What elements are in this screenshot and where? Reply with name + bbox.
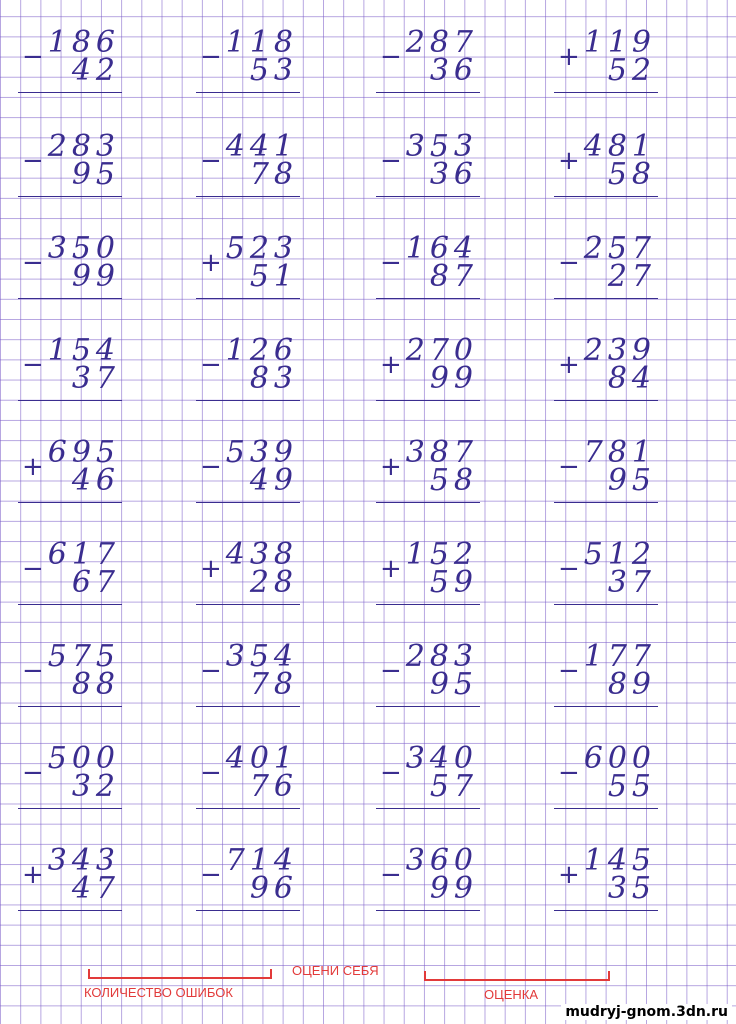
- answer-line: [376, 502, 480, 503]
- minus-sign: −: [22, 146, 44, 176]
- minus-sign: −: [200, 758, 222, 788]
- problem: [18, 435, 122, 504]
- problem: [196, 25, 300, 94]
- answer-line: [554, 298, 658, 299]
- minus-sign: −: [22, 248, 44, 278]
- problem: [18, 741, 122, 810]
- problem: [196, 333, 300, 402]
- second-operand: 32: [71, 769, 120, 804]
- minus-sign: −: [380, 146, 402, 176]
- first-operand: 441: [225, 129, 298, 164]
- second-operand: 76: [249, 769, 298, 804]
- answer-line: [196, 502, 300, 503]
- second-operand: 87: [429, 259, 478, 294]
- problem: [554, 25, 658, 94]
- minus-sign: −: [380, 42, 402, 72]
- first-operand: 340: [405, 741, 478, 776]
- grade-label: ОЦЕНКА: [484, 987, 539, 1002]
- first-operand: 481: [583, 129, 656, 164]
- first-operand: 781: [583, 435, 656, 470]
- first-operand: 575: [47, 639, 120, 674]
- answer-line: [196, 706, 300, 707]
- problem: [376, 231, 480, 300]
- answer-line: [376, 92, 480, 93]
- first-operand: 617: [47, 537, 120, 572]
- minus-sign: −: [22, 758, 44, 788]
- second-operand: 88: [71, 667, 120, 702]
- first-operand: 353: [405, 129, 478, 164]
- problem: [196, 639, 300, 708]
- first-operand: 177: [583, 639, 656, 674]
- grade-bracket: [424, 971, 610, 981]
- second-operand: 78: [249, 667, 298, 702]
- first-operand: 118: [225, 25, 298, 60]
- plus-sign: +: [558, 350, 580, 380]
- problem: [554, 843, 658, 912]
- problem: [554, 129, 658, 198]
- answer-line: [18, 604, 122, 605]
- first-operand: 438: [225, 537, 298, 572]
- problem: [554, 741, 658, 810]
- problem: [18, 843, 122, 912]
- problem: [18, 129, 122, 198]
- plus-sign: +: [380, 452, 402, 482]
- second-operand: 37: [71, 361, 120, 396]
- second-operand: 36: [429, 157, 478, 192]
- answer-line: [196, 196, 300, 197]
- first-operand: 539: [225, 435, 298, 470]
- second-operand: 84: [607, 361, 656, 396]
- problem: [554, 537, 658, 606]
- answer-line: [554, 196, 658, 197]
- first-operand: 350: [47, 231, 120, 266]
- first-operand: 512: [583, 537, 656, 572]
- problem: [18, 333, 122, 402]
- second-operand: 52: [607, 53, 656, 88]
- answer-line: [18, 196, 122, 197]
- answer-line: [554, 910, 658, 911]
- problem: [376, 639, 480, 708]
- second-operand: 78: [249, 157, 298, 192]
- answer-line: [18, 706, 122, 707]
- answer-line: [376, 910, 480, 911]
- second-operand: 47: [71, 871, 120, 906]
- answer-line: [376, 604, 480, 605]
- plus-sign: +: [558, 860, 580, 890]
- second-operand: 95: [429, 667, 478, 702]
- plus-sign: +: [380, 350, 402, 380]
- first-operand: 695: [47, 435, 120, 470]
- minus-sign: −: [558, 554, 580, 584]
- minus-sign: −: [22, 656, 44, 686]
- answer-line: [376, 808, 480, 809]
- second-operand: 42: [71, 53, 120, 88]
- problem: [554, 231, 658, 300]
- watermark: mudryj-gnom.3dn.ru: [561, 1004, 732, 1020]
- first-operand: 119: [583, 25, 656, 60]
- minus-sign: −: [558, 452, 580, 482]
- second-operand: 37: [607, 565, 656, 600]
- answer-line: [196, 604, 300, 605]
- self-assess-label: ОЦЕНИ СЕБЯ: [292, 963, 379, 978]
- minus-sign: −: [200, 656, 222, 686]
- problem: [18, 25, 122, 94]
- problem: [376, 435, 480, 504]
- minus-sign: −: [22, 42, 44, 72]
- minus-sign: −: [22, 554, 44, 584]
- first-operand: 239: [583, 333, 656, 368]
- second-operand: 57: [429, 769, 478, 804]
- second-operand: 58: [607, 157, 656, 192]
- answer-line: [196, 910, 300, 911]
- first-operand: 257: [583, 231, 656, 266]
- answer-line: [196, 808, 300, 809]
- answer-line: [376, 400, 480, 401]
- second-operand: 35: [607, 871, 656, 906]
- answer-line: [18, 502, 122, 503]
- second-operand: 83: [249, 361, 298, 396]
- first-operand: 270: [405, 333, 478, 368]
- problem: [196, 537, 300, 606]
- plus-sign: +: [22, 860, 44, 890]
- answer-line: [554, 808, 658, 809]
- problem: [376, 333, 480, 402]
- minus-sign: −: [380, 860, 402, 890]
- problem: [554, 333, 658, 402]
- answer-line: [554, 604, 658, 605]
- first-operand: 354: [225, 639, 298, 674]
- answer-line: [196, 92, 300, 93]
- first-operand: 714: [225, 843, 298, 878]
- second-operand: 95: [71, 157, 120, 192]
- plus-sign: +: [22, 452, 44, 482]
- problem: [18, 639, 122, 708]
- plus-sign: +: [200, 554, 222, 584]
- answer-line: [554, 502, 658, 503]
- first-operand: 164: [405, 231, 478, 266]
- second-operand: 28: [249, 565, 298, 600]
- answer-line: [376, 196, 480, 197]
- problem: [18, 231, 122, 300]
- answer-line: [18, 400, 122, 401]
- problem: [18, 537, 122, 606]
- answer-line: [18, 92, 122, 93]
- first-operand: 287: [405, 25, 478, 60]
- plus-sign: +: [200, 248, 222, 278]
- minus-sign: −: [200, 452, 222, 482]
- second-operand: 51: [249, 259, 298, 294]
- first-operand: 343: [47, 843, 120, 878]
- second-operand: 46: [71, 463, 120, 498]
- problem: [554, 435, 658, 504]
- second-operand: 95: [607, 463, 656, 498]
- first-operand: 283: [405, 639, 478, 674]
- problem: [376, 537, 480, 606]
- minus-sign: −: [558, 758, 580, 788]
- first-operand: 500: [47, 741, 120, 776]
- minus-sign: −: [380, 248, 402, 278]
- second-operand: 36: [429, 53, 478, 88]
- second-operand: 99: [429, 871, 478, 906]
- first-operand: 186: [47, 25, 120, 60]
- first-operand: 152: [405, 537, 478, 572]
- second-operand: 27: [607, 259, 656, 294]
- problem: [376, 25, 480, 94]
- second-operand: 53: [249, 53, 298, 88]
- errors-label: КОЛИЧЕСТВО ОШИБОК: [84, 985, 233, 1000]
- second-operand: 89: [607, 667, 656, 702]
- minus-sign: −: [380, 656, 402, 686]
- problem: [196, 129, 300, 198]
- answer-line: [376, 298, 480, 299]
- plus-sign: +: [380, 554, 402, 584]
- answer-line: [196, 298, 300, 299]
- second-operand: 55: [607, 769, 656, 804]
- second-operand: 59: [429, 565, 478, 600]
- answer-line: [554, 706, 658, 707]
- answer-line: [18, 298, 122, 299]
- minus-sign: −: [558, 248, 580, 278]
- problem: [196, 435, 300, 504]
- minus-sign: −: [200, 860, 222, 890]
- first-operand: 600: [583, 741, 656, 776]
- first-operand: 283: [47, 129, 120, 164]
- plus-sign: +: [558, 146, 580, 176]
- problem: [376, 843, 480, 912]
- problem: [554, 639, 658, 708]
- second-operand: 49: [249, 463, 298, 498]
- problem: [196, 231, 300, 300]
- first-operand: 387: [405, 435, 478, 470]
- second-operand: 99: [429, 361, 478, 396]
- answer-line: [196, 400, 300, 401]
- answer-line: [554, 400, 658, 401]
- answer-line: [554, 92, 658, 93]
- problem: [196, 741, 300, 810]
- minus-sign: −: [22, 350, 44, 380]
- answer-line: [18, 910, 122, 911]
- first-operand: 154: [47, 333, 120, 368]
- second-operand: 99: [71, 259, 120, 294]
- minus-sign: −: [200, 42, 222, 72]
- first-operand: 401: [225, 741, 298, 776]
- problem: [376, 741, 480, 810]
- minus-sign: −: [200, 350, 222, 380]
- minus-sign: −: [558, 656, 580, 686]
- minus-sign: −: [200, 146, 222, 176]
- first-operand: 126: [225, 333, 298, 368]
- second-operand: 96: [249, 871, 298, 906]
- minus-sign: −: [380, 758, 402, 788]
- first-operand: 523: [225, 231, 298, 266]
- problem: [376, 129, 480, 198]
- answer-line: [18, 808, 122, 809]
- errors-bracket: [88, 969, 272, 979]
- plus-sign: +: [558, 42, 580, 72]
- answer-line: [376, 706, 480, 707]
- first-operand: 145: [583, 843, 656, 878]
- problem: [196, 843, 300, 912]
- second-operand: 67: [71, 565, 120, 600]
- second-operand: 58: [429, 463, 478, 498]
- first-operand: 360: [405, 843, 478, 878]
